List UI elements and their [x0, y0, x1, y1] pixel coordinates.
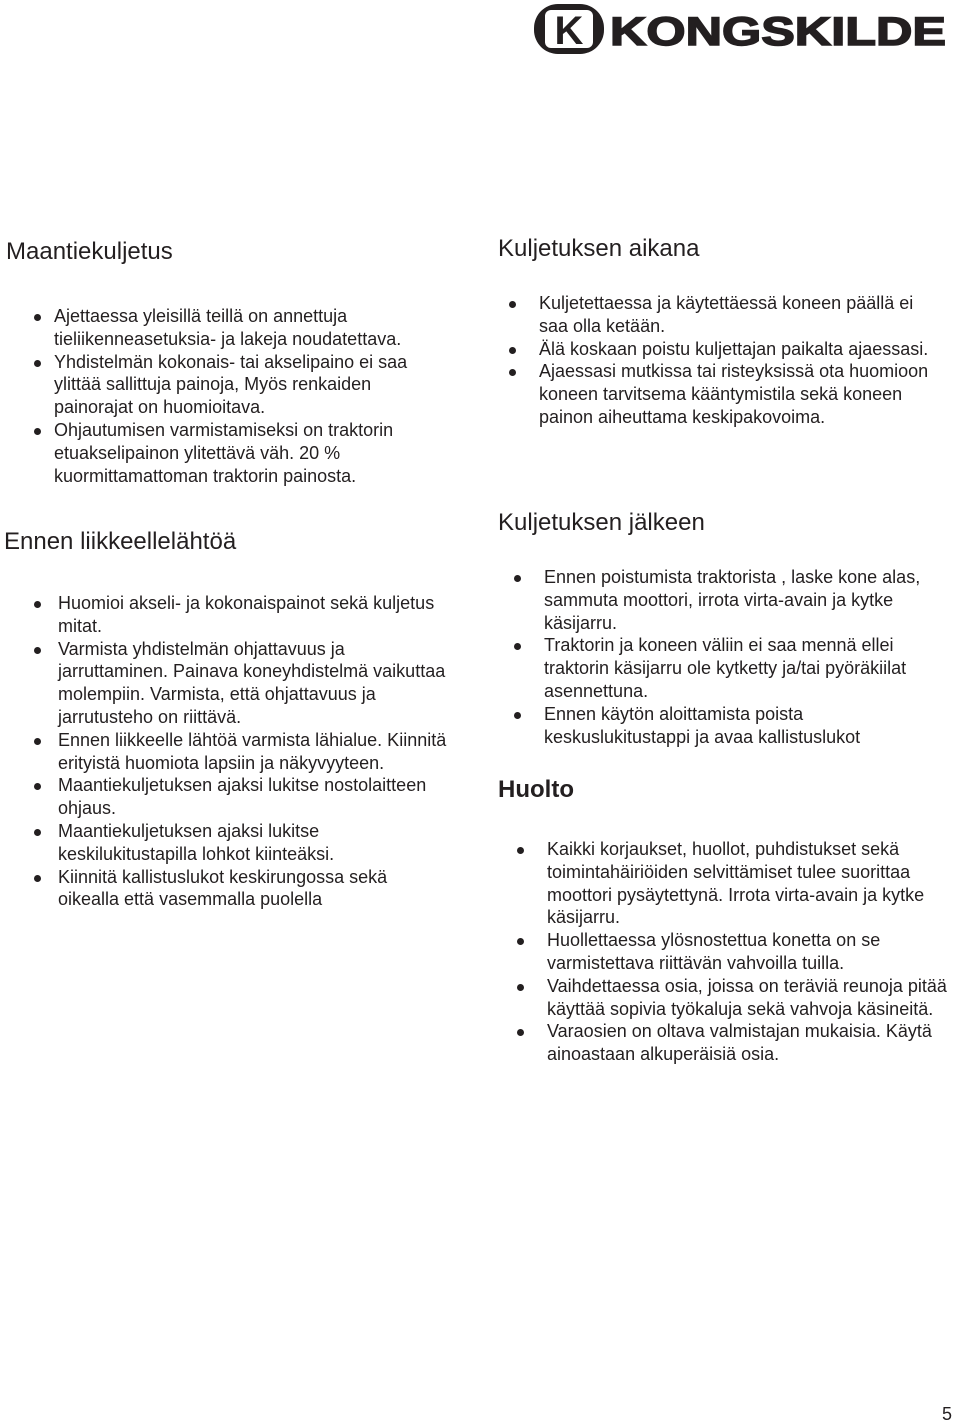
- list-item-text: Huollettaessa ylösnostettua konetta on se varmistettava riittävän vahvoilla tuilla.: [547, 930, 881, 973]
- list-item-text: Ajaessasi mutkissa tai risteyksissä ota huomioon koneen tarvitsema kääntymistila sekä koneen painon aiheuttama keskipakovoima.: [539, 361, 929, 427]
- bullet-icon: [34, 601, 41, 608]
- list-item: [30, 866, 450, 912]
- list-item-text: Ennen käytön aloittamista poista keskuslukitustappi ja avaa kallistuslukot: [544, 703, 861, 747]
- list-item: [510, 634, 950, 702]
- kongskilde-logo-graphic: [532, 2, 950, 56]
- bullet-icon: [34, 829, 41, 836]
- list-item-text: Varmista yhdistelmän ohjattavuus ja jarruttaminen. Painava koneyhdistelmä vaikuttaa molempiin. Varmista, että ohjattavuus ja jarrutusteho on riittävä.: [58, 638, 446, 727]
- list-item-text: Vaihdettaessa osia, joissa on teräviä reunoja pitää käyttää sopivia työkaluja sekä vahvoja käsineitä.: [547, 975, 947, 1019]
- list-item-text: Varaosien on oltava valmistajan mukaisia. Käytä ainoastaan alkuperäisiä osia.: [547, 1021, 932, 1065]
- list-item: [30, 419, 450, 487]
- list-item-text: Maantiekuljetuksen ajaksi lukitse nostolaitteen ohjaus.: [58, 775, 427, 819]
- after-transport-heading: Kuljetuksen jälkeen: [498, 509, 705, 536]
- before-departure-heading: Ennen liikkeellelähtöä: [4, 528, 237, 555]
- during-transport-heading: Kuljetuksen aikana: [498, 235, 700, 262]
- before-departure-list: [30, 592, 450, 911]
- list-item-text: Huomioi akseli- ja kokonaispainot sekä kuljetus mitat.: [58, 593, 435, 636]
- maintenance-heading: Huolto: [498, 776, 574, 803]
- list-item: [513, 838, 953, 929]
- maintenance-list: [513, 838, 953, 1066]
- after-transport-list: [510, 566, 950, 748]
- list-item: [30, 820, 450, 866]
- list-item: [513, 975, 953, 1021]
- list-item: [510, 703, 950, 749]
- logo-wordmark: KONGSKILDE: [610, 10, 946, 54]
- bullet-icon: [34, 314, 41, 321]
- kongskilde-logo: [532, 2, 950, 56]
- list-item: [513, 929, 953, 975]
- bullet-icon: [517, 984, 524, 991]
- bullet-icon: [34, 428, 41, 435]
- list-item-text: Ajettaessa yleisillä teillä on annettuja tieliikenneasetuksia- ja lakeja noudatettava.: [54, 306, 402, 349]
- list-item-text: Maantiekuljetuksen ajaksi lukitse keskilukitustapilla lohkot kiinteäksi.: [58, 820, 335, 864]
- list-item-text: Kaikki korjaukset, huollot, puhdistukset sekä toimintahäiriöiden selvittämiset tulee suorittaa moottori pysäytettynä. Irrota virta-avain ja kytke käsijarru.: [547, 839, 925, 928]
- bullet-icon: [34, 738, 41, 745]
- list-item-text: Yhdistelmän kokonais- tai akselipaino ei saa ylittää sallittuja painoja, Myös renkaiden painorajat on huomioitava.: [54, 351, 408, 418]
- page-number: 5: [941, 1404, 952, 1424]
- list-item: [30, 774, 450, 820]
- list-item-text: Traktorin ja koneen väliin ei saa mennä ellei traktorin käsijarru ole kytketty ja/tai pyöräkiilat asennettuna.: [544, 635, 907, 701]
- logo-emblem-letter: K: [554, 9, 584, 53]
- bullet-icon: [34, 875, 41, 882]
- list-item: [513, 1020, 953, 1066]
- road-transport-heading: Maantiekuljetus: [6, 238, 173, 265]
- list-item: [510, 566, 950, 634]
- list-item-text: Ennen liikkeelle lähtöä varmista lähialue. Kiinnitä erityistä huomiota lapsiin ja näkyvyyteen.: [58, 729, 447, 773]
- list-item-text: Kiinnitä kallistuslukot keskirungossa sekä oikealla että vasemmalla puolella: [58, 866, 388, 910]
- list-item: [505, 292, 945, 338]
- list-item: [505, 338, 945, 361]
- list-item-text: Ennen poistumista traktorista , laske kone alas, sammuta moottori, irrota virta-avain ja kytke käsijarru.: [544, 567, 921, 633]
- during-transport-list: [505, 292, 945, 429]
- list-item: [505, 360, 945, 428]
- road-transport-list: [30, 305, 450, 487]
- list-item-text: Ohjautumisen varmistamiseksi on traktorin etuakselipainon ylitettävä väh. 20 % kuormittamattoman traktorin painosta.: [54, 419, 394, 486]
- bullet-icon: [509, 301, 516, 308]
- bullet-icon: [514, 712, 521, 719]
- bullet-icon: [509, 347, 516, 354]
- list-item: [30, 729, 450, 775]
- list-item: [30, 592, 450, 638]
- bullet-icon: [517, 847, 524, 854]
- list-item-text: Älä koskaan poistu kuljettajan paikalta ajaessasi.: [539, 338, 929, 359]
- bullet-icon: [34, 360, 41, 367]
- bullet-icon: [514, 575, 521, 582]
- list-item: [30, 351, 450, 419]
- bullet-icon: [34, 647, 41, 654]
- list-item-text: Kuljetettaessa ja käytettäessä koneen päällä ei saa olla ketään.: [539, 293, 914, 336]
- list-item: [30, 305, 450, 351]
- list-item: [30, 638, 450, 729]
